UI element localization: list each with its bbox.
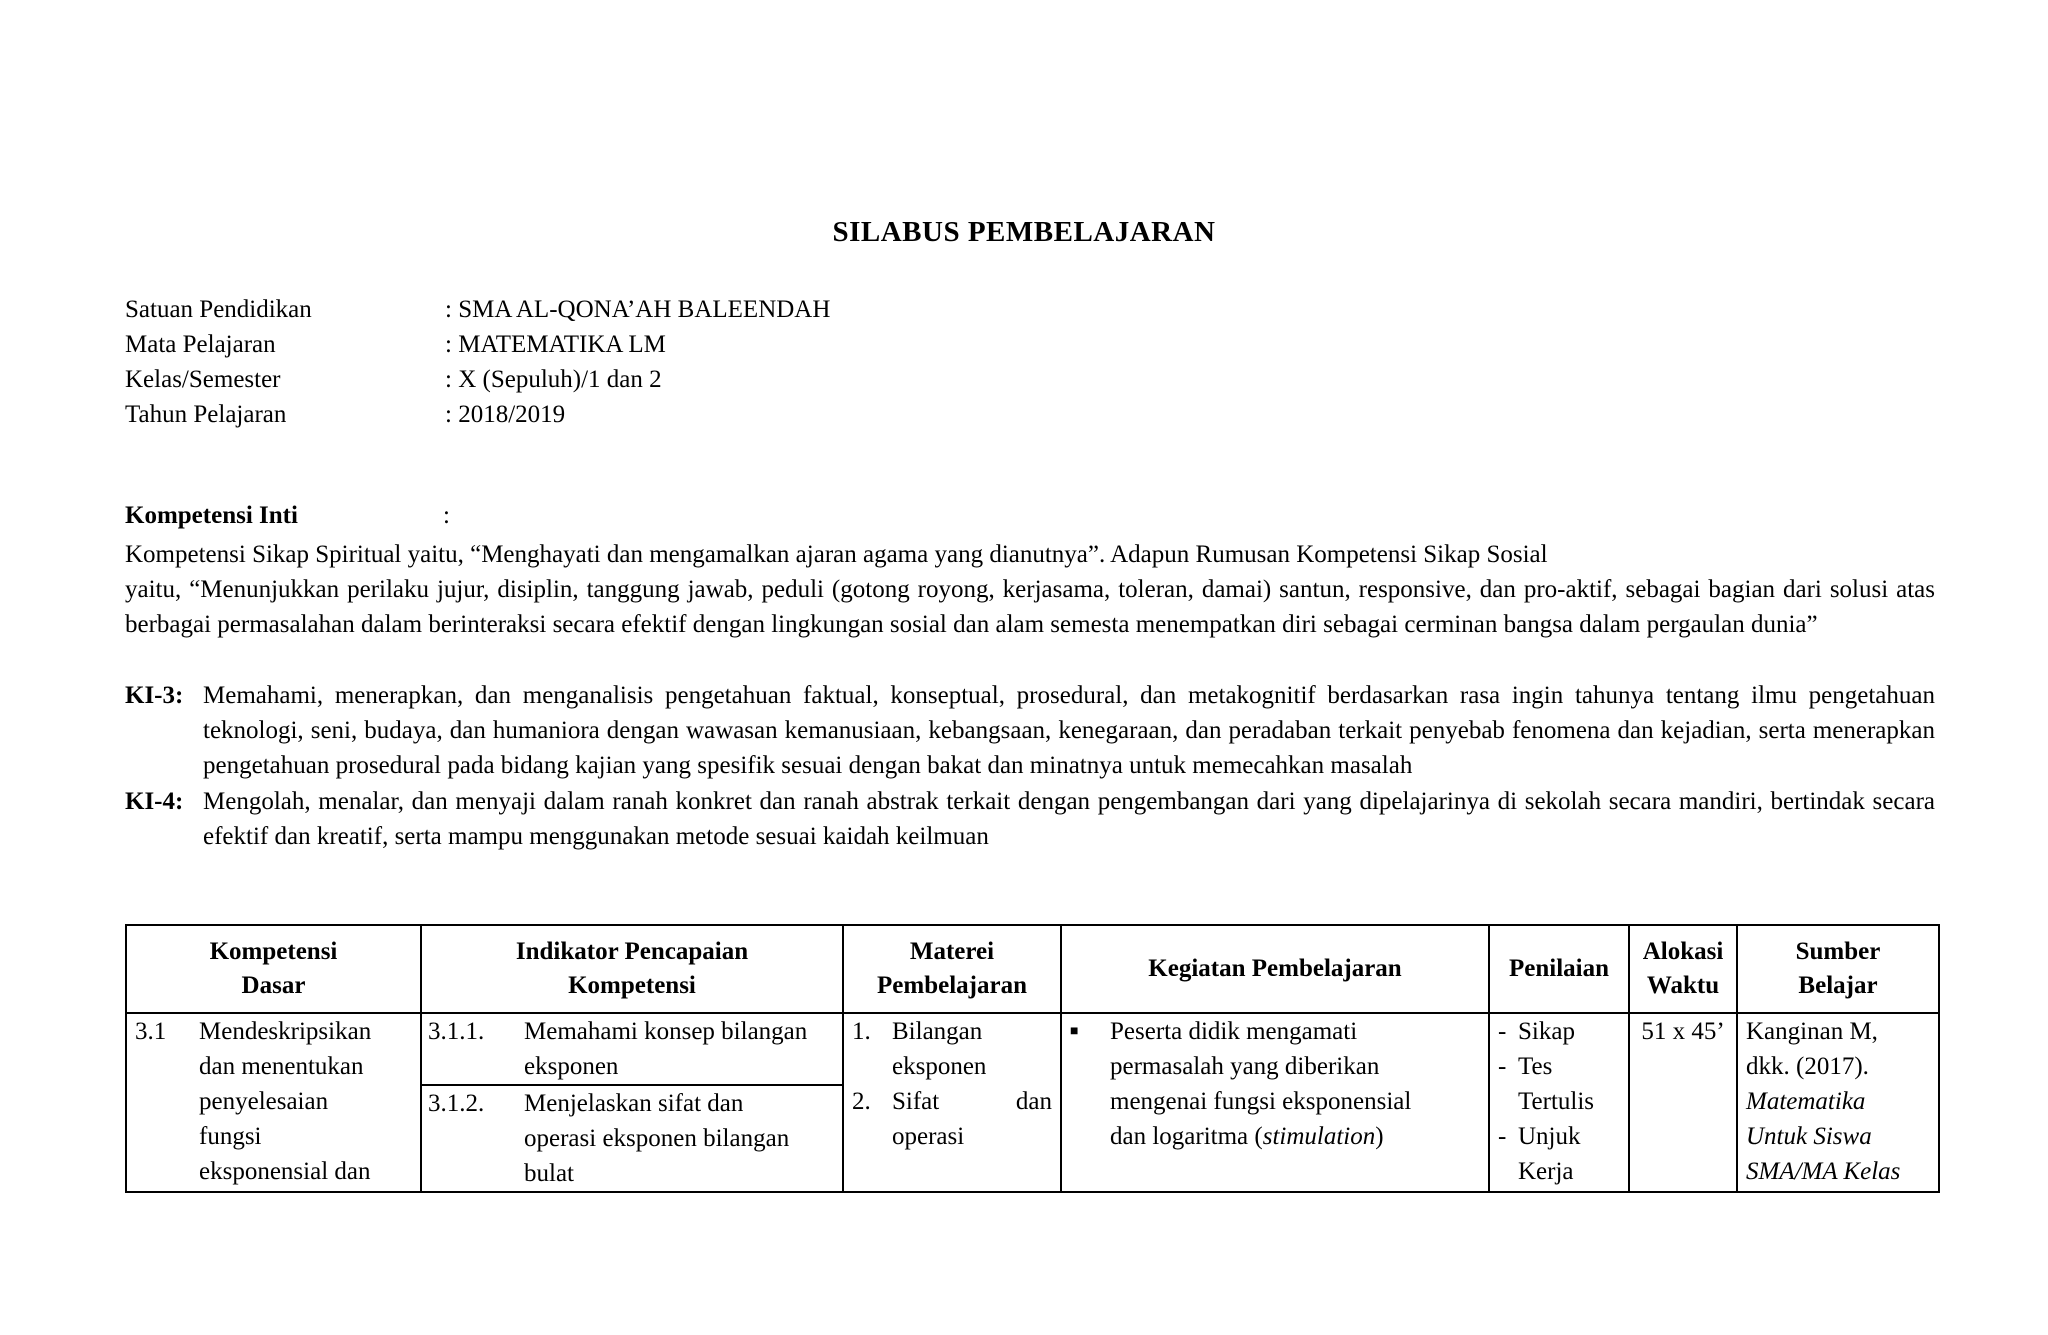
- meta-label: Satuan Pendidikan: [125, 296, 312, 323]
- cell-kompetensi-dasar: [126, 1013, 421, 1192]
- header-kegiatan: Kegiatan Pembelajaran: [1061, 925, 1489, 1013]
- meta-label: Kelas/Semester: [125, 366, 281, 393]
- header-materi: Materei Pembelajaran: [843, 925, 1061, 1013]
- meta-value: : X (Sepuluh)/1 dan 2: [445, 366, 662, 393]
- page-title: SILABUS PEMBELAJARAN: [832, 216, 1216, 248]
- cell-alokasi: [1629, 1013, 1737, 1192]
- sikap-paragraph-line-1: Kompetensi Sikap Spiritual yaitu, “Menghayati dan mengamalkan ajaran agama yang dianutnya”. Adapun Rumusan Kompetensi Sikap Sosial: [125, 541, 1548, 568]
- ki-4-label: KI-4:: [125, 788, 184, 815]
- kompetensi-inti-colon: :: [443, 502, 450, 529]
- materi-item: 2. Sifat dan operasi: [852, 1088, 1052, 1150]
- meta-row-satuan: [125, 292, 830, 327]
- ki-3-text: Memahami, menerapkan, dan menganalisis pengetahuan faktual, konseptual, prosedural, dan metakognitif berdasarkan rasa ingin tahunya tentang ilmu pengetahuan teknologi, seni, budaya, dan humaniora dengan wawasan kemanusiaan, kebangsaan, kenegaraan, dan peradaban terkait penyebab fenomena dan kejadian, serta menerapkan pengetahuan prosedural pada bidang kajian yang spesifik sesuai dengan bakat dan minatnya untuk memecahkan masalah: [203, 682, 1935, 779]
- ki-3-block: [125, 678, 1935, 783]
- meta-row-kelas: [125, 362, 830, 397]
- header-penilaian: Penilaian: [1489, 925, 1629, 1013]
- penilaian-item: - Unjuk Kerja: [1498, 1123, 1581, 1185]
- kompetensi-inti-heading: Kompetensi Inti: [125, 502, 298, 529]
- cell-sumber: [1737, 1013, 1939, 1192]
- ki-4-text: Mengolah, menalar, dan menyaji dalam ranah konkret dan ranah abstrak terkait dengan pengembangan dari yang dipelajarinya di sekolah secara mandiri, bertindak secara efektif dan kreatif, serta mampu menggunakan metode sesuai kaidah keilmuan: [203, 788, 1935, 850]
- cell-indikator: [421, 1013, 843, 1192]
- kd-number: 3.1: [135, 1018, 167, 1045]
- meta-row-tahun: [125, 397, 830, 432]
- cell-penilaian: [1489, 1013, 1629, 1192]
- penilaian-item: - Sikap: [1498, 1018, 1575, 1045]
- kegiatan-text: Peserta didik mengamati permasalah yang diberikan mengenai fungsi eksponensial dan logaritma (stimulation): [1110, 1018, 1412, 1150]
- header-indikator: Indikator Pencapaian Kompetensi: [421, 925, 843, 1013]
- table-header-row: [126, 925, 1939, 1013]
- penilaian-item: - Tes Tertulis: [1498, 1053, 1595, 1115]
- header-kompetensi-dasar: Kompetensi Dasar: [126, 925, 421, 1013]
- materi-item: 1. Bilangan eksponen: [852, 1018, 987, 1080]
- header-alokasi: Alokasi Waktu: [1629, 925, 1737, 1013]
- cell-kegiatan: [1061, 1013, 1489, 1192]
- square-bullet-icon: ■: [1070, 1024, 1079, 1039]
- indicator-number: 3.1.1.: [428, 1018, 485, 1045]
- sikap-paragraph-body: yaitu, “Menunjukkan perilaku jujur, disiplin, tanggung jawab, peduli (gotong royong, kerjasama, toleran, damai) santun, responsive, dan pro-aktif, sebagai bagian dari solusi atas berbagai permasalahan dalam berinteraksi secara efektif dengan lingkungan sosial dan alam semesta menempatkan diri sebagai cerminan bangsa dalam pergaulan dunia”: [125, 576, 1935, 638]
- header-sumber: Sumber Belajar: [1737, 925, 1939, 1013]
- kd-text: Mendeskripsikan dan menentukan penyelesaian fungsi eksponensial dan: [199, 1018, 372, 1185]
- ki-4-block: [125, 784, 1935, 854]
- indicator-item: 3.1.2. Menjelaskan sifat dan operasi eksponen bilangan bulat: [422, 1084, 842, 1191]
- ki-3-label: KI-3:: [125, 682, 184, 709]
- table-row: [126, 1013, 1939, 1192]
- indicator-number: 3.1.2.: [428, 1090, 485, 1117]
- sumber-text: Kanginan M, dkk. (2017). Matematika Untuk Siswa SMA/MA Kelas: [1746, 1018, 1901, 1185]
- meta-row-mapel: [125, 327, 830, 362]
- meta-value: : MATEMATIKA LM: [445, 331, 666, 358]
- meta-label: Tahun Pelajaran: [125, 401, 287, 428]
- indicator-item: 3.1.1. Memahami konsep bilangan eksponen: [422, 1014, 842, 1084]
- cell-materi: [843, 1013, 1061, 1192]
- alokasi-value: 51 x 45’: [1641, 1018, 1725, 1045]
- meta-label: Mata Pelajaran: [125, 331, 276, 358]
- meta-value: : 2018/2019: [445, 401, 566, 428]
- document-meta: [125, 292, 830, 432]
- meta-value: : SMA AL-QONA’AH BALEENDAH: [445, 296, 831, 323]
- syllabus-table: [125, 924, 1940, 1193]
